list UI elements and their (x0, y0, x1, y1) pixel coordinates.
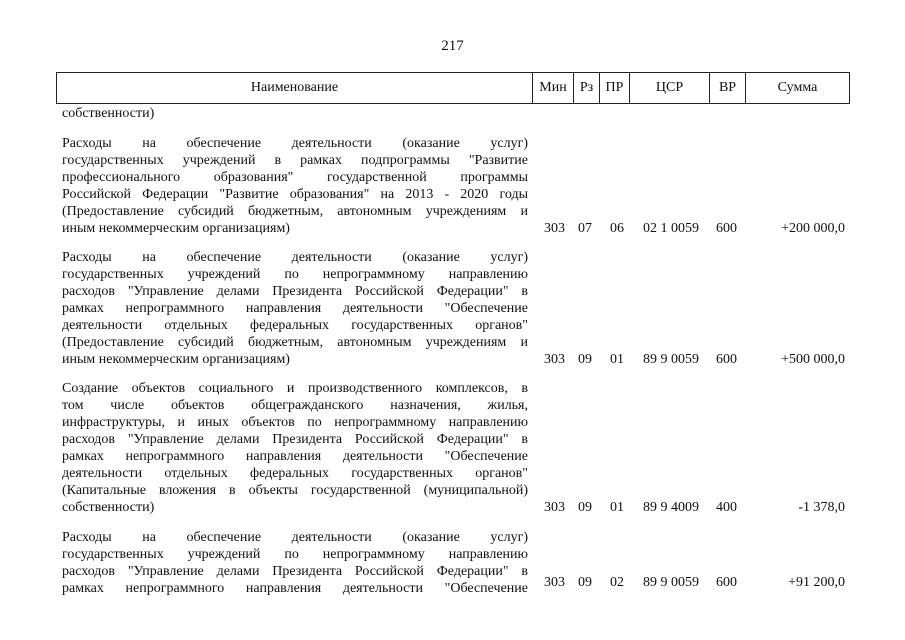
row-rz: 07 (578, 221, 592, 236)
row-rz: 09 (578, 352, 592, 367)
header-sum: Сумма (777, 80, 818, 95)
row-min: 303 (544, 352, 565, 367)
header-vr: ВР (710, 73, 746, 103)
row-line: Расходы на обеспечение деятельности (оказание услуг) (62, 530, 528, 545)
row-line: (Предоставление субсидий бюджетным, автономным учреждениям и (62, 335, 528, 350)
row-vr: 600 (716, 352, 737, 367)
row-line: расходов "Управление делами Президента Российской Федерации" в (62, 564, 528, 579)
row-csr: 89 9 4009 (643, 500, 699, 515)
row-vr: 600 (716, 221, 737, 236)
row-line: иным некоммерческим организациям) (62, 221, 290, 236)
row-vr: 600 (716, 575, 737, 590)
row-line: государственных учреждений по непрограммному направлению (62, 267, 528, 282)
row-line: собственности) (62, 500, 155, 515)
header-csr: ЦСР (630, 73, 710, 103)
header-name: Наименование (57, 73, 533, 103)
row-line: профессионального образования" государственной программы (62, 170, 528, 185)
row-line: Создание объектов социального и производственного комплексов, в (62, 381, 528, 396)
row-description (62, 529, 528, 597)
header-rz: Рз (574, 73, 600, 103)
row-pr: 01 (610, 500, 624, 515)
row-line: расходов "Управление делами Президента Российской Федерации" в (62, 432, 528, 447)
row-sum: +500 000,0 (781, 352, 845, 367)
row-line: том числе объектов общегражданского назначения, жилья, (62, 398, 528, 413)
row-vr: 400 (716, 500, 737, 515)
continuation-line: собственности) (62, 106, 155, 121)
row-line: рамках непрограммного направления деятельности "Обеспечение (62, 449, 528, 464)
row-pr: 01 (610, 352, 624, 367)
row-description (62, 135, 528, 237)
row-line: деятельности отдельных федеральных государственных органов" (62, 318, 528, 333)
row-description (62, 380, 528, 516)
row-line: Российской Федерации "Развитие образования" на 2013 - 2020 годы (62, 187, 528, 202)
row-csr: 89 9 0059 (643, 352, 699, 367)
row-line: расходов "Управление делами Президента Российской Федерации" в (62, 284, 528, 299)
row-pr: 02 (610, 575, 624, 590)
row-min: 303 (544, 575, 565, 590)
row-csr: 89 9 0059 (643, 575, 699, 590)
header-pr: ПР (600, 73, 630, 103)
row-line: рамках непрограммного направления деятельности "Обеспечение (62, 581, 528, 596)
row-line: Расходы на обеспечение деятельности (оказание услуг) (62, 250, 528, 265)
row-line: государственных учреждений в рамках подпрограммы "Развитие (62, 153, 528, 168)
row-sum: -1 378,0 (798, 500, 845, 515)
continuation-text (62, 105, 528, 122)
row-rz: 09 (578, 500, 592, 515)
page-number: 217 (441, 38, 464, 54)
row-line: иным некоммерческим организациям) (62, 352, 290, 367)
row-description (62, 249, 528, 368)
row-rz: 09 (578, 575, 592, 590)
row-line: Расходы на обеспечение деятельности (оказание услуг) (62, 136, 528, 151)
row-sum: +91 200,0 (788, 575, 845, 590)
row-line: инфраструктуры, и иных объектов по непрограммному направлению (62, 415, 528, 430)
row-line: (Предоставление субсидий бюджетным, автономным учреждениям и (62, 204, 528, 219)
row-min: 303 (544, 221, 565, 236)
row-line: государственных учреждений по непрограммному направлению (62, 547, 528, 562)
row-line: деятельности отдельных федеральных государственных органов" (62, 466, 528, 481)
row-line: рамках непрограммного направления деятельности "Обеспечение (62, 301, 528, 316)
row-sum: +200 000,0 (781, 221, 845, 236)
row-min: 303 (544, 500, 565, 515)
row-pr: 06 (610, 221, 624, 236)
row-csr: 02 1 0059 (643, 221, 699, 236)
table-header (56, 72, 850, 104)
header-min: Мин (533, 73, 574, 103)
row-line: (Капитальные вложения в объекты государственной (муниципальной) (62, 483, 528, 498)
